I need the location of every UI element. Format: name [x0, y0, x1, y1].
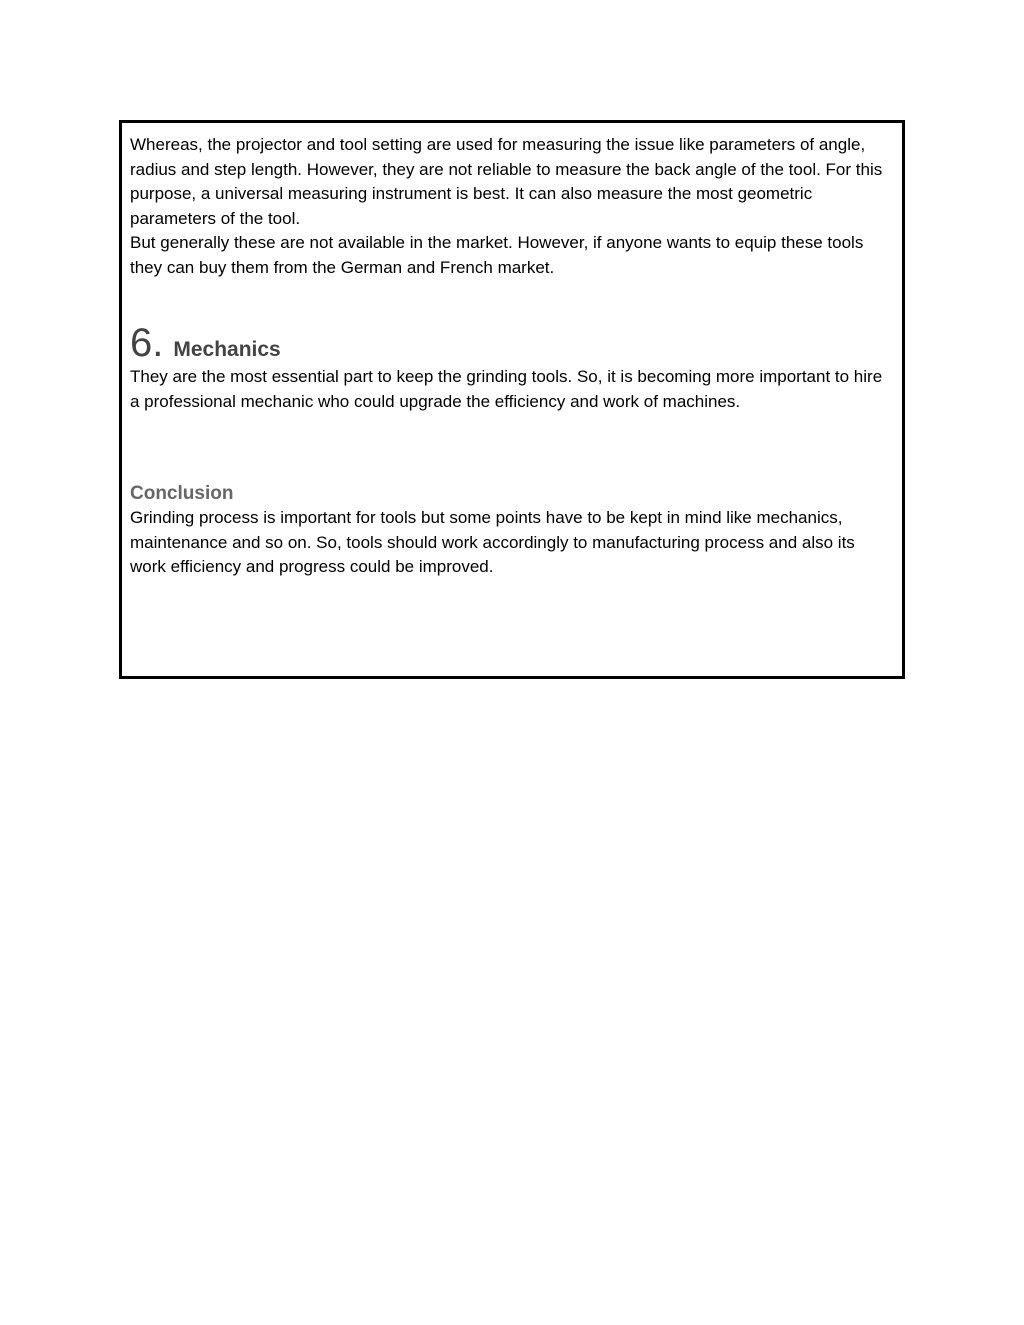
- content-inner: [122, 123, 902, 580]
- section-heading: [130, 321, 894, 365]
- paragraph-conclusion: Grinding process is important for tools but some points have to be kept in mind like mechanics, maintenance and so on. So, tools should work accordingly to manufacturing process and also its work efficiency and progress could be improved.: [130, 508, 855, 576]
- section-number: 6.: [130, 321, 164, 365]
- content-box: [119, 120, 905, 679]
- paragraph-measuring: Whereas, the projector and tool setting are used for measuring the issue like parameters of angle, radius and step length. However, they are not reliable to measure the back angle of the tool. For this purpose, a universal measuring instrument is best. It can also measure the most geometric parameters of the tool.: [130, 135, 883, 228]
- conclusion-heading: Conclusion: [130, 483, 234, 504]
- paragraph-mechanics: They are the most essential part to keep the grinding tools. So, it is becoming more important to hire a professional mechanic who could upgrade the efficiency and work of machines.: [130, 367, 883, 411]
- paragraph-availability: But generally these are not available in the market. However, if anyone wants to equip these tools they can buy them from the German and French market.: [130, 233, 864, 277]
- section-title: Mechanics: [173, 338, 281, 361]
